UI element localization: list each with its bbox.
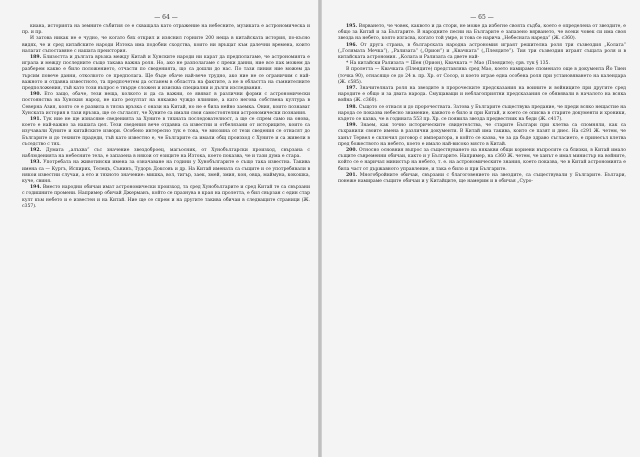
paragraph-text: киана, историята на земните събития се е схващала като отражение на небесните, музиката е астрономическа и пр. и пр. — [22, 24, 310, 36]
paragraph-number: 198. — [346, 104, 359, 110]
paragraph-text: Ето защо, обаче, тези неща, колкото и да са важни, се явяват в различни форми с астрономически постоянства на Хунския народ, не като резултат на някакво чуждо влияние, а като негова собствена култура в Северна Азия, която се е развила в тясна връзка с онази на Китай, но не е била нейно заемка. Ония, които познават Хунската история в тази връзка, ще се съгласят, че Хуните са имали свои самостоятелни астрономически познания. — [22, 92, 310, 116]
paragraph-text: * На китайски Рализата = Шен (Орион), Квачката = Мао (Плеядите); срв. тук § 135. — [346, 61, 550, 67]
book-gutter — [318, 0, 322, 457]
right-page-text — [338, 24, 626, 185]
paragraph-number: 193. — [30, 160, 44, 166]
paragraph — [338, 123, 626, 148]
paragraph — [22, 117, 310, 148]
paragraph-number: 190. — [30, 92, 45, 98]
paragraph-text: От друга страна, в българската народна астрономия играят решителна роля три съзвездия „Колата“ („Голямата Мечка“), „Рализата“ („Орион“) и „Квачката“ („Плеядите“). Тия три съзвездия играят същата роля и в китайската астрономия. „Колата и Рализата са двете най- — [338, 42, 626, 61]
paragraph-text: Значителната роля на звездите в пророческите предсказания на воините и войниците при другите сред народите е общо и за двата народа. Смущаващи и неблагоприятни предсказания се обявявали в началото на всяка война (Ж. с360). — [338, 86, 626, 104]
paragraph — [22, 160, 310, 185]
paragraph-number: 191. — [30, 117, 44, 123]
paragraph-number: 194. — [30, 185, 43, 191]
paragraph-text: Многобройните обичаи, свързани с благоговението на звездите, са съществували у Българите. Българи, понеже намираме същите обичаи и у Китайците, ще намерим и в обичая „Суро- — [338, 172, 626, 185]
paragraph-text: Същото се отнася и до пророчествата. Затова у Българите съществува предание, че преди всяко нещастие на народа се показва небесно знамение, каквото е било и при Китай, и което се описва в старите документи и хроники, където се казва, че в годината 553 пр. Хр. се появила звезда предвестник на беди (Ж. с417). — [338, 104, 626, 123]
paragraph-number: 200. — [346, 148, 359, 154]
paragraph-text: Близостта и дългата връзка между Китай и Хунските народи ни карат да предполагаме, че астрономията е играла и между последните също такава важна роля. Но, ако не разполагаме с преки данни, ние все пак можем да разберем какво е било положението, отчасти по сведенията, що са дошли до нас. По тази линия ние можем да търсим повече данни, отколкото се предполага. Ще бъде обаче най-вече трудно, ако ние не се ограничим с най-важното и отдавна известното, та предпочетем да останем в областта на фактите, а не в областта на съмнителните предположения, тъй като този въпрос е твърде сложен и изисква специални и дълги изследвания. — [22, 55, 310, 92]
paragraph-text: В пролетта — Квачката (Плеядите) представлява сред Мао, което намираме споменато още в документа Йо Тиен (точка 90), отнасящо се до 24 в. пр. Хр. от Сосор, и което играе една особена роля при установяването на календара (Ж. с585). — [338, 67, 626, 85]
paragraph-text: Думата „алъхва“ със значение звездоброец, магьосник, от Хунобългарски произход, свързана с наблюденията на небесните тела, е запазена в някои от езиците на Изтока, което показва, че и тази дума е стара. — [22, 148, 310, 160]
paragraph-text: Употребата на животински имена за означаване на години у Хунобългарите е също така известна. Такива имена са — Кургъ, Испирих, Телецъ, Сънинъ, Тудоръ Доксовъ и др. На Китай имената са същите и се употребявали в някои известни случаи, а ето и тяхното значение: мишка, вол, тигър, заек, змей, змия, кон, овца, маймуна, кокошка, куче, свиня. — [22, 160, 310, 185]
paragraph — [22, 36, 310, 55]
left-page-text — [22, 24, 310, 210]
paragraph-number: 199. — [346, 123, 361, 129]
paragraph — [22, 185, 310, 210]
paragraph-text: И затова никак не е чудно, че когато бях открил и изяснил горните 200 неща в китайската история, по-късно видях, че и сред китайските народи Изтока има подобни сходства, които ни връщат към далечни времена, които налагат съпоставяне с нашата преистория. — [22, 36, 310, 54]
paragraph — [338, 105, 626, 124]
paragraph-number: 189. — [30, 55, 44, 61]
paragraph-number: 192. — [30, 148, 46, 154]
paragraph-text: Знаем, как точно историческите свидетелства, че старите Българи при клетва са спомняли, как са съхранили своите имена в различни документи. В Китай има такива, които се пазят и днес. На с291 Ж. четем, че ханът Тервел е сключил договор с императора, в който се казва, че за да бъде здраво съгласието, е принесъл клетва пред божеството на небето, което е имало най-високо място в Китай. — [338, 123, 626, 147]
paragraph — [338, 43, 626, 62]
paragraph-number: 195. — [346, 24, 359, 29]
paragraph — [338, 86, 626, 105]
paragraph-number: 196. — [346, 42, 361, 48]
paragraph-number: 201. — [346, 172, 360, 178]
right-page — [320, 0, 640, 457]
paragraph — [338, 67, 626, 86]
right-page-number: — 65 — — [470, 14, 494, 21]
paragraph — [338, 24, 626, 43]
paragraph-text: Вместо народни обичаи имат астрономически произход, та сред Хунобългарите и сред Китай те са свързани с годишните промени. Например обичай Джерманъ, който се празнува в края на пролетта, е бил свързан с един стар култ към небето и е известен и на Китай. Ние ще се спрем и на другите такива обичаи в следващите страници (Ж. с357). — [22, 185, 310, 209]
paragraph-number: 197. — [346, 86, 360, 92]
paragraph-text: Относно основния въпрос за съществуването на някакви общи кориени въпросите са близки, в Китай имало същите съвременни обичаи, както и у Българите. Например, на с360 Ж. четем, че ханът е имал министър на войните, който се е наричал министър на небето, т. е. на астрономическите знания, което показва, че в Китай астрономията е била част от държавното управление, и така е било и при Българите. — [338, 148, 626, 172]
paragraph-text: Вярването, че човек, каквото и да стори, не може да избегне своята съдба, което е определена от звездите, е общо за Китай и за Българите. В народните песни на Българите е запазено вярването, че всеки човек си има своя звезда на небето, която изгасва, когато той умре, и това се нарича „Небесната нареда“ (Ж. с360). — [338, 24, 626, 42]
paragraph — [22, 92, 310, 117]
paragraph — [338, 148, 626, 173]
paragraph — [22, 148, 310, 160]
paragraph — [22, 24, 310, 36]
left-page-number: — 64 — — [154, 14, 178, 21]
paragraph — [338, 173, 626, 185]
paragraph — [22, 55, 310, 92]
paragraph-text: Тук ние не ще изнасяме сведенията за Хуните в тяхната последователност, а ще се спрем само на онова, което е най-важно за нашата цел. Тези сведения вече отдавна са известни и отбелязани от историците, които са изучавали Хуните и китайските извори. Особено интересно тук е това, че мнозина от тези сведения се отнасят до Българите и до техните прадеди, тъй като известно е, че Българите са имали общ произход с Хуните и са живели в съседство с тях. — [22, 117, 310, 147]
